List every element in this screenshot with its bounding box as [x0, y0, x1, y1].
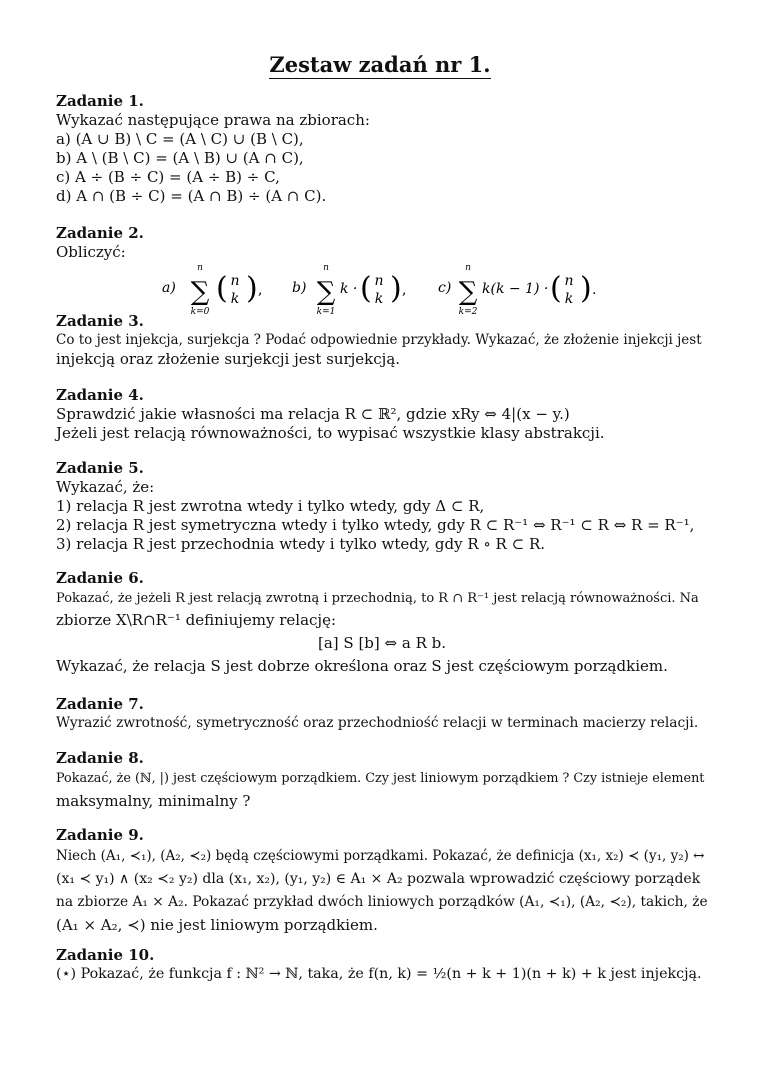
binom-c-open: (: [550, 271, 562, 306]
task-5-item-3: 3) relacja R jest przechodnia wtedy i tylko wtedy, gdy R ∘ R ⊂ R.: [56, 535, 546, 553]
binom-a-open: (: [216, 271, 228, 306]
task-2: [56, 223, 708, 320]
task-3-line-1: Co to jest injekcja, surjekcja ? Podać odpowiednie przykłady. Wykazać, że złożenie injekcji jest: [56, 332, 702, 348]
sum-b-factor: k ·: [340, 281, 358, 297]
task-8-heading: Zadanie 8.: [56, 749, 144, 767]
task-5-item-1: 1) relacja R jest zwrotna wtedy i tylko wtedy, gdy Δ ⊂ R,: [56, 497, 485, 515]
task-6: [56, 568, 708, 677]
task-6-formula: [a] S [b] ⇔ a R b.: [317, 634, 446, 652]
sum-c-sigma: ∑: [458, 277, 478, 307]
task-1-heading: Zadanie 1.: [56, 92, 144, 110]
task-1-item-d: d) A ∩ (B ÷ C) = (A ∩ B) ÷ (A ∩ C).: [56, 187, 327, 205]
task-1-item-a: a) (A ∪ B) \ C = (A \ C) ∪ (B \ C),: [56, 130, 304, 148]
task-2-heading: Zadanie 2.: [56, 224, 144, 242]
sum-a-lower-limit: k=0: [190, 307, 210, 317]
task-10-line-1: (⋆) Pokazać, że funkcja f : ℕ² → ℕ, taka, że f(n, k) = ½(n + k + 1)(n + k) + k jest injekcją.: [56, 966, 702, 982]
task-6-line-1: Pokazać, że jeżeli R jest relacją zwrotną i przechodnią, to R ∩ R⁻¹ jest relacją równoważności. Na: [56, 591, 699, 606]
task-2-intro: Obliczyć:: [56, 243, 126, 261]
sum-b-lower-limit: k=1: [316, 307, 336, 317]
task-1-item-c: c) A ÷ (B ÷ C) = (A ÷ B) ÷ C,: [56, 168, 280, 186]
task-5: [56, 458, 708, 554]
sum-b-upper-limit: n: [323, 263, 329, 273]
binom-b-close: ): [390, 271, 402, 306]
task-5-item-2: 2) relacja R jest symetryczna wtedy i tylko wtedy, gdy R ⊂ R⁻¹ ⇔ R⁻¹ ⊂ R ⇔ R = R⁻¹,: [56, 516, 695, 534]
sum-a-sigma: ∑: [190, 277, 210, 307]
task-9-line-3: na zbiorze A₁ × A₂. Pokazać przykład dwóch liniowych porządków (A₁, ≺₁), (A₂, ≺₂), takich, że: [56, 894, 708, 910]
task-6-line-2: zbiorze X\R∩R⁻¹ definiujemy relację:: [56, 611, 337, 629]
task-6-line-3: Wykazać, że relacja S jest dobrze określona oraz S jest częściowym porządkiem.: [56, 657, 668, 675]
task-7: [56, 694, 708, 733]
task-10: [56, 945, 708, 984]
sum-a-label: a): [162, 280, 176, 296]
binom-c-bottom: k: [564, 291, 574, 307]
binom-a-top: n: [230, 273, 240, 289]
task-3-heading: Zadanie 3.: [56, 312, 144, 330]
document-title: [0, 52, 760, 78]
sum-b-sigma: ∑: [316, 277, 336, 307]
task-8-line-2: maksymalny, minimalny ?: [56, 792, 251, 810]
task-7-heading: Zadanie 7.: [56, 695, 144, 713]
sum-c-upper-limit: n: [465, 263, 471, 273]
binom-b-open: (: [360, 271, 372, 306]
binom-a-bottom: k: [230, 291, 240, 307]
sum-b-comma: ,: [402, 282, 407, 298]
sum-a-upper-limit: n: [197, 263, 203, 273]
sum-c-label: c): [438, 280, 452, 296]
title-text: Zestaw zadań nr 1.: [269, 52, 491, 77]
task-5-intro: Wykazać, że:: [56, 478, 155, 496]
task-8: [56, 748, 708, 812]
task-9-heading: Zadanie 9.: [56, 826, 144, 844]
sum-c-lower-limit: k=2: [458, 307, 478, 317]
sum-b-label: b): [292, 280, 307, 296]
task-1-intro: Wykazać następujące prawa na zbiorach:: [56, 111, 370, 129]
task-1-item-b: b) A \ (B \ C) = (A \ B) ∪ (A ∩ C),: [56, 149, 304, 167]
task-1: [56, 91, 708, 206]
sum-a-comma: ,: [258, 282, 263, 298]
sum-c-factor: k(k − 1) ·: [482, 281, 549, 297]
task-9-line-4: (A₁ × A₂, ≺) nie jest liniowym porządkiem.: [56, 916, 378, 934]
task-9-line-1: Niech (A₁, ≺₁), (A₂, ≺₂) będą częściowymi porządkami. Pokazać, że definicja (x₁, x₂) ≺ (y₁, y₂) ↔: [56, 848, 705, 864]
binom-c-top: n: [564, 273, 574, 289]
task-4-line-2: Jeżeli jest relacją równoważności, to wypisać wszystkie klasy abstrakcji.: [56, 424, 605, 442]
sum-c-period: .: [592, 282, 597, 298]
binom-b-bottom: k: [374, 291, 384, 307]
binom-b-top: n: [374, 273, 384, 289]
binom-a-close: ): [246, 271, 258, 306]
task-9: [56, 825, 708, 937]
task-6-heading: Zadanie 6.: [56, 569, 144, 587]
task-3: [56, 311, 708, 369]
binom-c-close: ): [580, 271, 592, 306]
task-10-heading: Zadanie 10.: [56, 946, 155, 964]
task-7-line-1: Wyrazić zwrotność, symetryczność oraz przechodniość relacji w terminach macierzy relacji.: [56, 715, 699, 731]
task-8-line-1: Pokazać, że (ℕ, |) jest częściowym porządkiem. Czy jest liniowym porządkiem ? Czy istnieje element: [56, 771, 705, 786]
task-3-line-2: injekcją oraz złożenie surjekcji jest surjekcją.: [56, 350, 401, 368]
task-9-line-2: (x₁ ≺ y₁) ∧ (x₂ ≺₂ y₂) dla (x₁, x₂), (y₁, y₂) ∈ A₁ × A₂ pozwala wprowadzić częściowy porządek: [56, 871, 701, 887]
task-4-heading: Zadanie 4.: [56, 386, 144, 404]
task-4: [56, 385, 708, 443]
task-4-line-1: Sprawdzić jakie własności ma relacja R ⊂ ℝ², gdzie xRy ⇔ 4|(x − y.): [56, 405, 570, 423]
task-5-heading: Zadanie 5.: [56, 459, 144, 477]
